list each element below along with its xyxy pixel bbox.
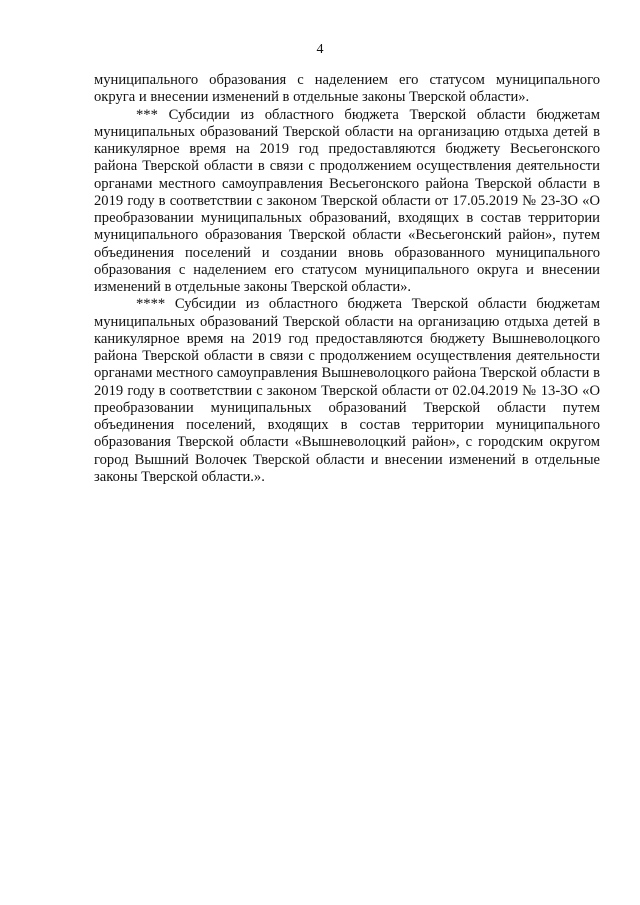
document-body (94, 72, 600, 486)
paragraph-continuation: муниципального образования с наделением его статусом муниципального округа и внесении изменений в отдельные законы Тверской области». (94, 72, 600, 106)
page-number: 4 (316, 42, 324, 57)
footnote-three-stars: *** Субсидии из областного бюджета Тверской области бюджетам муниципальных образований Тверской области на организацию отдыха детей в каникулярное время на 2019 год предоставляются бюджету Весьегонского района Тверской области в связи с продолжением осуществления деятельности органами местного самоуправления Весьегонского района Тверской области в 2019 году в соответствии с законом Тверской области от 17.05.2019 № 23-ЗО «О преобразовании муниципальных образований, входящих в состав территории муниципального образования Тверской области «Весьегонский район», путем объединения поселений и создании вновь образованного муниципального образования с наделением его статусом муниципального округа и внесении изменений в отдельные законы Тверской области». (94, 106, 600, 295)
footnote-four-stars: **** Субсидии из областного бюджета Тверской области бюджетам муниципальных образований Тверской области на организацию отдыха детей в каникулярное время на 2019 год предоставляются бюджету Вышневолоцкого района Тверской области в связи с продолжением осуществления деятельности органами местного самоуправления Вышневолоцкого района Тверской области в 2019 году в соответствии с законом Тверской области от 02.04.2019 № 13-ЗО «О преобразовании муниципальных образований Тверской области путем объединения поселений, входящих в состав территории муниципального образования Тверской области «Вышневолоцкий район», с городским округом город Вышний Волочек Тверской области и внесении изменений в отдельные законы Тверской области.». (94, 296, 600, 485)
